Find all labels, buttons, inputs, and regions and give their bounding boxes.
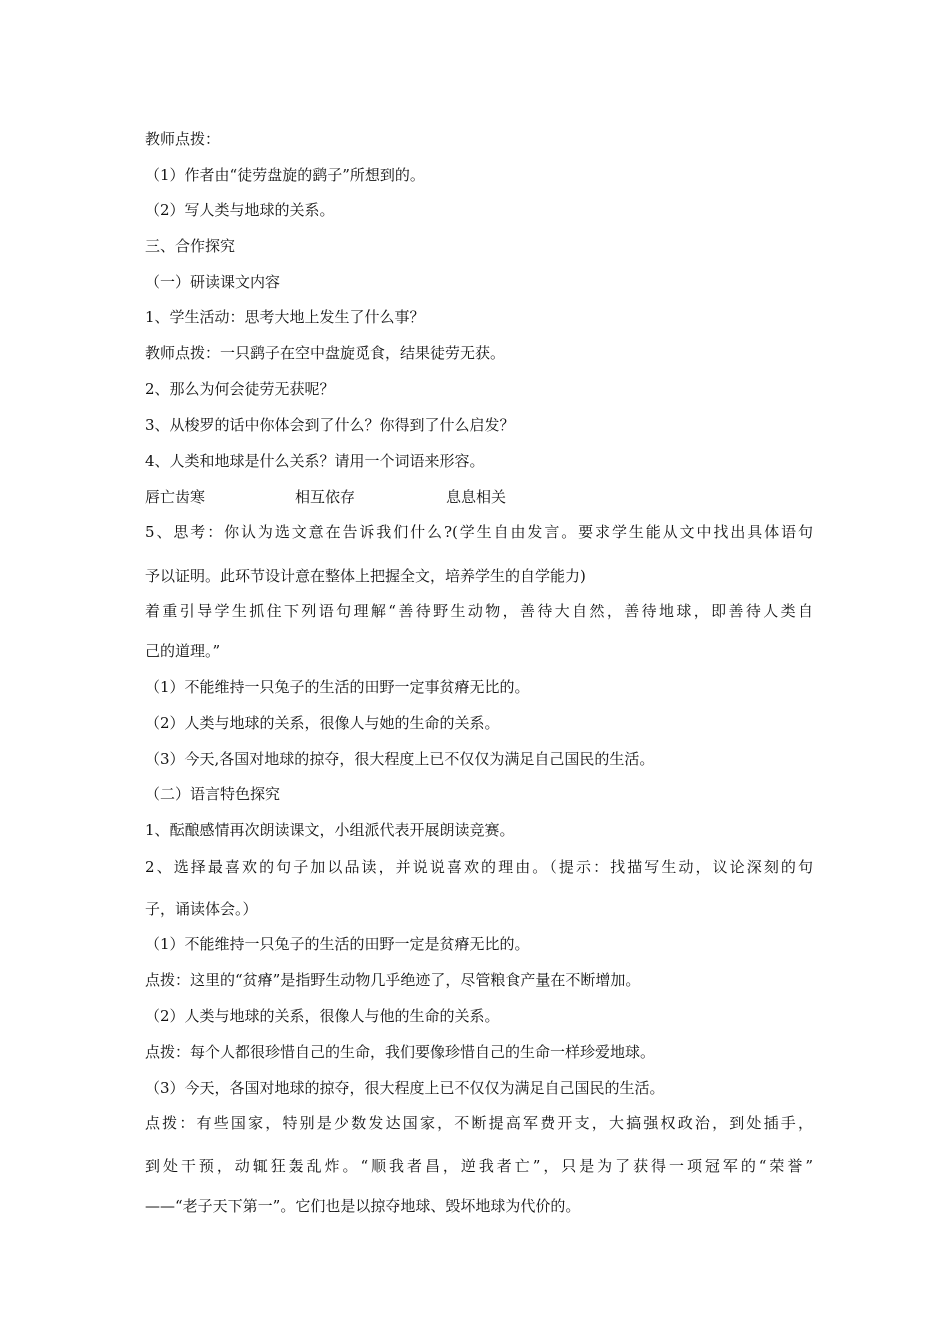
- text-line: 3、从梭罗的话中你体会到了什么？你得到了什么启发？: [145, 416, 515, 434]
- section-heading: 三、合作探究: [145, 237, 236, 255]
- text-line: （2）写人类与地球的关系。: [145, 201, 335, 219]
- text-line: （1）不能维持一只兔子的生活的田野一定是贫瘠无比的。: [145, 935, 530, 953]
- text-line: 己的道理。”: [145, 642, 221, 660]
- text-line: 到处干预，动辄狂轰乱炸。“顺我者昌，逆我者亡”，只是为了获得一项冠军的“荣誉”: [145, 1157, 813, 1175]
- text-line: 子，诵读体会。）: [145, 900, 258, 918]
- text-line: （1）不能维持一只兔子的生活的田野一定事贫瘠无比的。: [145, 678, 530, 696]
- text-line: 教师点拨：: [145, 130, 221, 148]
- text-line: 着重引导学生抓住下列语句理解“善待野生动物，善待大自然，善待地球，即善待人类自: [145, 602, 813, 620]
- text-line: 2、那么为何会徒劳无获呢？: [145, 380, 335, 398]
- subsection-heading: （二）语言特色探究: [145, 785, 281, 803]
- text-line: （2）人类与地球的关系，很像人与她的生命的关系。: [145, 714, 500, 732]
- text-line: 5、思考：你认为选文意在告诉我们什么?(学生自由发言。要求学生能从文中找出具体语句: [145, 523, 813, 541]
- text-line: 点拨：有些国家，特别是少数发达国家，不断提高军费开支，大搞强权政治，到处插手，: [145, 1114, 813, 1132]
- text-line: 1、酝酿感情再次朗读课文，小组派代表开展朗读竞赛。: [145, 821, 515, 839]
- subsection-heading: （一）研读课文内容: [145, 273, 281, 291]
- text-line: 教师点拨：一只鹞子在空中盘旋觅食，结果徒劳无获。: [145, 344, 506, 362]
- text-line: ——“老子天下第一”。它们也是以掠夺地球、毁坏地球为代价的。: [145, 1197, 581, 1215]
- text-line: （2）人类与地球的关系，很像人与他的生命的关系。: [145, 1007, 500, 1025]
- term-1: 唇亡齿寒: [145, 488, 206, 506]
- term-2: 相互依存: [295, 488, 356, 506]
- text-line: 点拨：每个人都很珍惜自己的生命，我们要像珍惜自己的生命一样珍爱地球。: [145, 1043, 656, 1061]
- text-line: （3）今天,各国对地球的掠夺，很大程度上已不仅仅为满足自己国民的生活。: [145, 750, 655, 768]
- text-line: 1、学生活动：思考大地上发生了什么事？: [145, 308, 425, 326]
- term-3: 息息相关: [446, 488, 507, 506]
- text-line: （3）今天，各国对地球的掠夺，很大程度上已不仅仅为满足自己国民的生活。: [145, 1079, 665, 1097]
- text-line: 点拨：这里的“贫瘠”是指野生动物几乎绝迹了，尽管粮食产量在不断增加。: [145, 971, 641, 989]
- text-line: 4、人类和地球是什么关系？请用一个词语来形容。: [145, 452, 485, 470]
- text-line: 予以证明。此环节设计意在整体上把握全文，培养学生的自学能力): [145, 567, 586, 585]
- text-line: （1）作者由“徒劳盘旋的鹞子”所想到的。: [145, 166, 425, 184]
- text-line: 2、选择最喜欢的句子加以品读，并说说喜欢的理由。（提示：找描写生动，议论深刻的句: [145, 858, 813, 876]
